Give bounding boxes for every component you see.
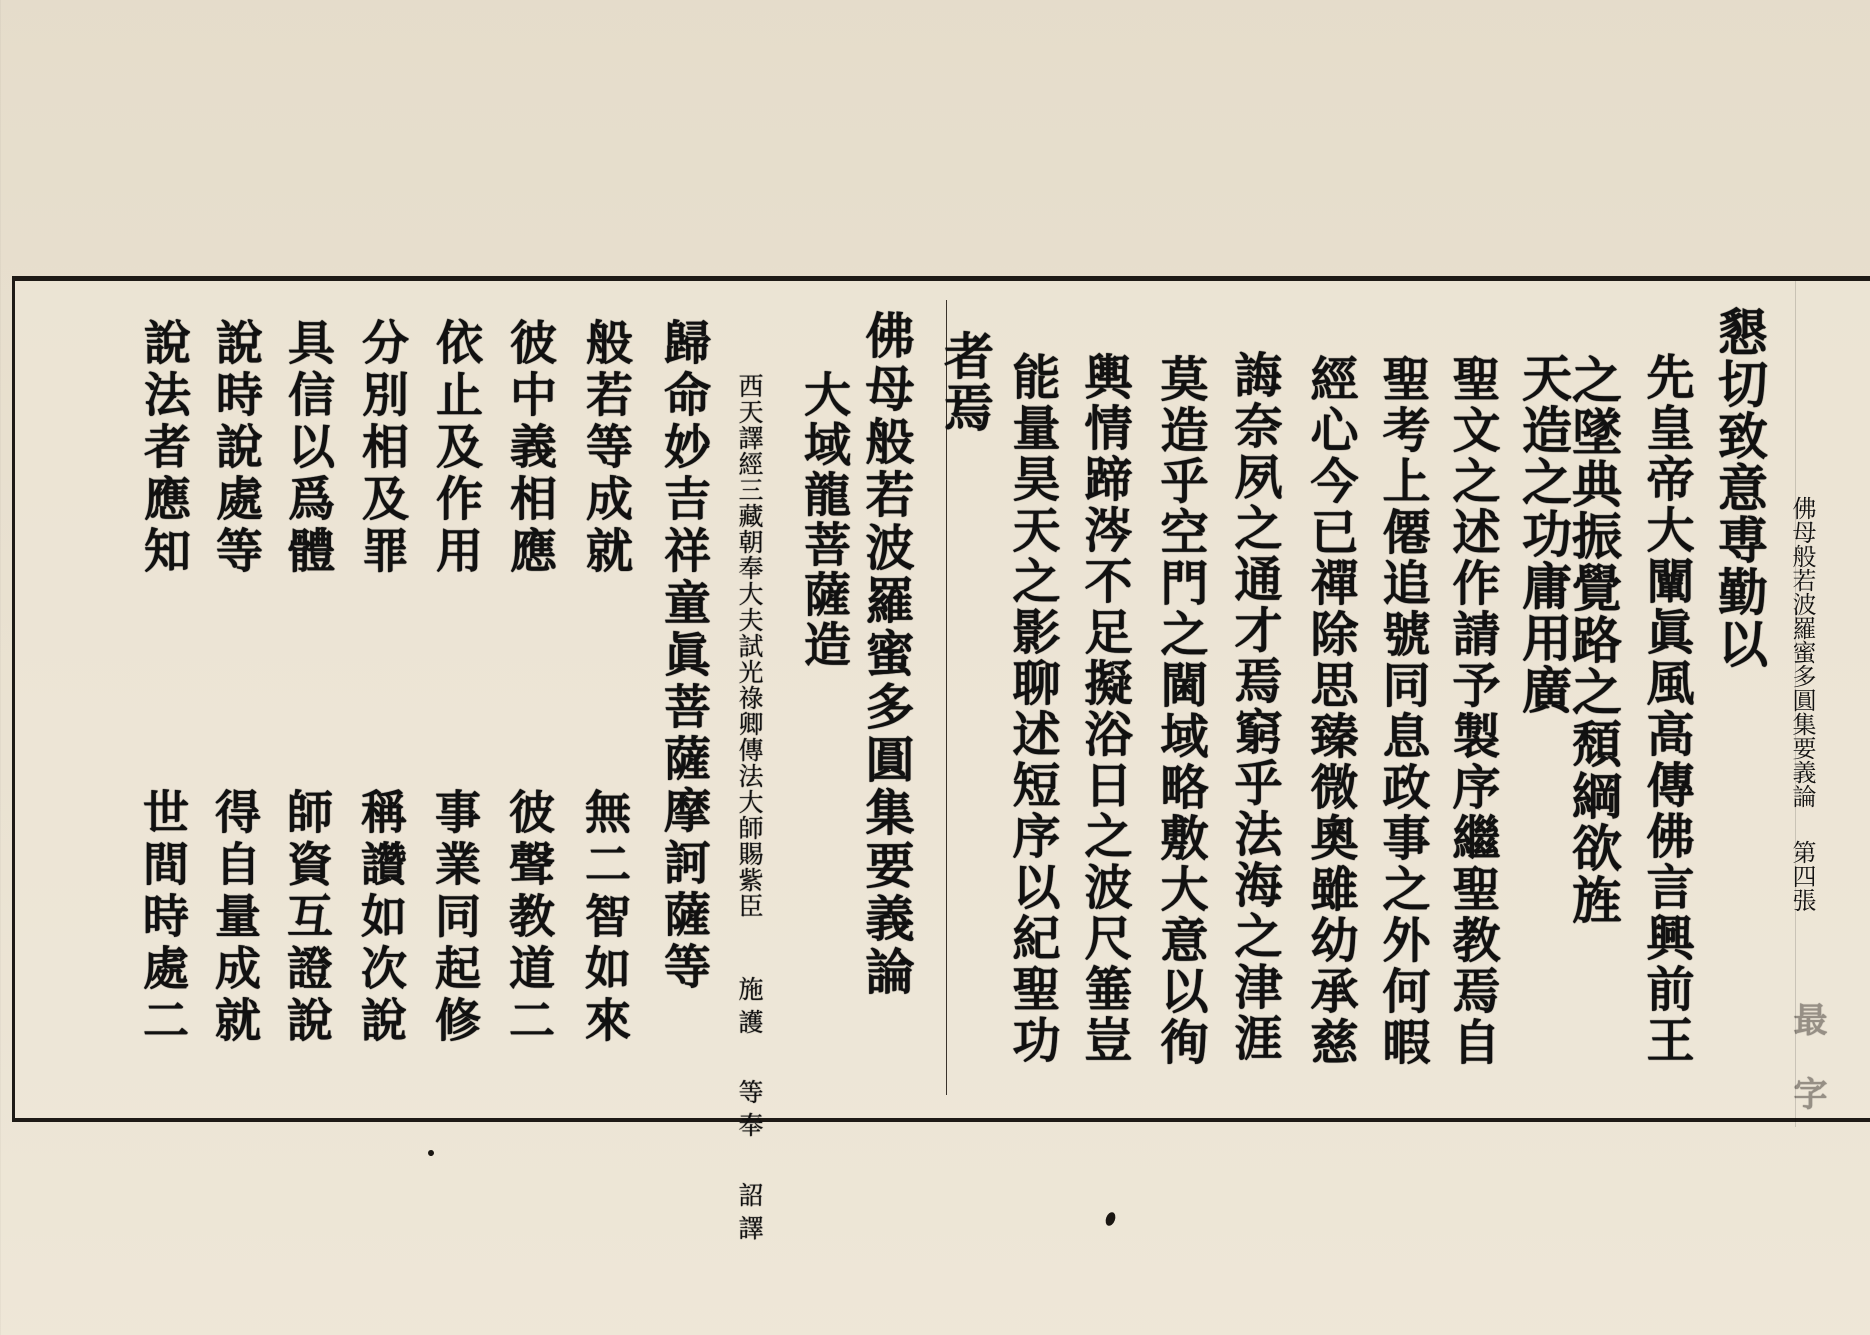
margin-title: 佛母般若波羅蜜多圓集要義論 (1788, 496, 1816, 808)
verse-line-bottom-3: 事業同起修 (428, 788, 482, 1048)
preface-column-10: 輿情蹄涔不足擬浴日之波尺箠豈 (1076, 352, 1132, 1066)
preface-column-9: 莫造乎空門之閫域略敷大意以徇 (1152, 354, 1208, 1068)
verse-line-bottom-4: 稱讚如次說 (354, 788, 408, 1048)
verse-line-5: 分別相及罪 (354, 318, 409, 578)
translator-line: 西天譯經三藏朝奉大夫試光祿卿傳法大師賜紫臣 (735, 373, 764, 919)
preface-column-1: 懇切致意尃勤以 (1710, 306, 1769, 670)
verse-line-7: 說時說處等 (208, 318, 263, 578)
preface-column-8: 誨奈夙之通才焉窮乎法海之津涯 (1226, 350, 1282, 1064)
verse-line-8: 說法者應知 (136, 318, 191, 578)
preface-column-12: 者焉 (936, 330, 995, 434)
preface-column-7: 經心今已禪除思臻微奧雖幼承慈 (1302, 354, 1358, 1068)
preface-column-3: 之墜典振覺路之頹綱欲旌 (1564, 354, 1623, 926)
preface-column-2: 先皇帝大闡眞風高傳佛言興前王 (1638, 352, 1694, 1066)
verse-line-4: 依止及作用 (428, 318, 483, 578)
treatise-title: 佛母般若波羅蜜多圓集要義論 (858, 310, 916, 999)
preface-column-11: 能量昊天之影聊述短序以紀聖功 (1004, 352, 1060, 1066)
sheet-label: 第四張 (1788, 840, 1816, 912)
verse-line-3: 彼中義相應 (502, 318, 557, 578)
verse-line-bottom-6: 得自量成就 (208, 788, 262, 1048)
verse-line-1: 歸命妙吉祥童眞菩薩摩訶薩等 (656, 318, 711, 994)
verse-line-bottom-5: 師資互證說 (280, 788, 334, 1048)
translator-names: 施護 等奉 詔譯 (735, 976, 764, 1248)
preface-column-6: 聖考上僊追號同息政事之外何暇 (1374, 354, 1430, 1068)
treatise-author: 大域龍菩薩造 (796, 370, 851, 670)
verse-line-2: 般若等成就 (578, 318, 633, 578)
verse-line-bottom-1: 無二智如來 (578, 788, 632, 1048)
verse-line-6: 具信以爲體 (280, 318, 335, 578)
preface-column-5: 聖文之述作請予製序繼聖教焉自 (1444, 354, 1500, 1068)
verse-line-bottom-2: 彼聲教道二 (502, 788, 556, 1048)
preface-column-4: 天造之功庸用廣 (1514, 352, 1573, 716)
verse-line-bottom-7: 世間時處二 (136, 788, 190, 1048)
